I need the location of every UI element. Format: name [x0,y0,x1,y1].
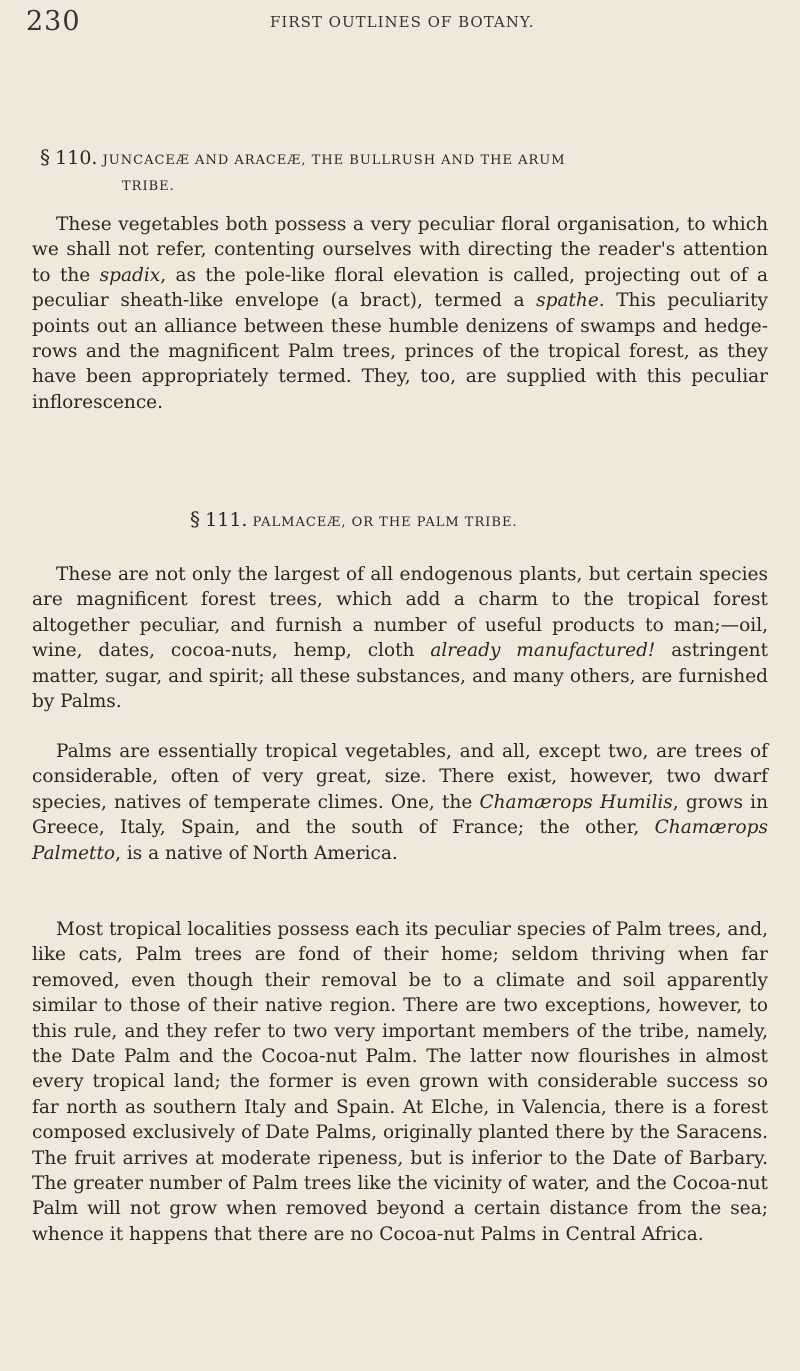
species-chamaerops-humilis: Chamærops Humilis [479,791,673,813]
page-number: 230 [26,6,81,37]
text-run: astringent matter, sugar, and spirit; all these substances, and many others, are furnished by Palms. [32,640,768,713]
section-number: 111. [205,509,248,531]
species-chamaerops-palmetto: Chamærops Palmetto [32,817,768,864]
paragraph-bullrush-arum [32,212,768,415]
text-run: , grows in Greece, Italy, Spain, and the south of France; the other, [32,791,768,839]
text-run: These are not only the largest of all endogenous plants, but certain species are magnificent forest trees, which add a charm to the tropical forest altogether peculiar, and furnish a number of useful products to man;—oil, wine, dates, cocoa-nuts, hemp, cloth [32,564,768,662]
text-run: Palms are essentially tropical vegetables, and all, except two, are trees of considerable, often of very great, size. There exist, however, two dwarf species, natives of temperate climes. One, the [32,741,768,813]
section-mark: § [40,145,50,169]
paragraph-dwarf-species [32,739,768,866]
paragraph-palm-localities: Most tropical localities possess each its peculiar species of Palm trees, and, like cats, Palm trees are fond of their home; seldom thriving when far removed, even though their removal be to a climate and soil apparently similar to those of their native region. There are two exceptions, however, to this rule, and they refer to two very important members of the tribe, namely, the Date Palm and the Cocoa-nut Palm. The latter now flourishes in almost every tropical land; the former is even grown with considerable success so far north as southern Italy and Spain. At Elche, in Valencia, there is a forest composed exclusively of Date Palms, originally planted there by the Saracens. The fruit arrives at moderate ripeness, but is inferior to the Date of Barbary. The greater number of Palm trees like the vicinity of water, and the Cocoa-nut Palm will not grow when removed beyond a certain distance from the sea; whence it happens that there are no Cocoa-nut Palms in Central Africa. [32,919,768,1245]
paragraph-palm-products [32,562,768,714]
text-run: , is a native of North America. [115,842,398,864]
running-title: FIRST OUTLINES OF BOTANY. [270,13,535,31]
term-spathe: spathe [536,290,599,312]
section-title: JUNCACEÆ AND ARACEÆ, THE BULLRUSH AND THE ARUM [102,153,566,168]
term-spadix: spadix [99,264,161,286]
section-number: 110. [55,147,98,169]
text-run: . This peculiarity points out an alliance between these humble denizens of swamps and hedge-rows and the magnificent Palm trees, princes of the tropical forest, as they have been appropriately termed. They, too, are supplied with this peculiar inflorescence. [32,290,768,413]
section-heading-111 [190,506,750,536]
section-mark: § [190,507,200,531]
section-title: PALMACEÆ, OR THE PALM TRIBE. [252,515,518,530]
emphasis-already-manufactured: already manufactured! [430,640,656,662]
section-heading-110 [40,144,780,200]
text-run: , as the pole-like floral elevation is called, projecting out of a peculiar sheath-like envelope (a bract), termed a [32,264,768,312]
text-run: These vegetables both possess a very peculiar floral organisation, to which we shall not refer, contenting ourselves with directing the reader's attention to the [32,214,768,286]
section-title-continued: TRIBE. [122,179,175,194]
